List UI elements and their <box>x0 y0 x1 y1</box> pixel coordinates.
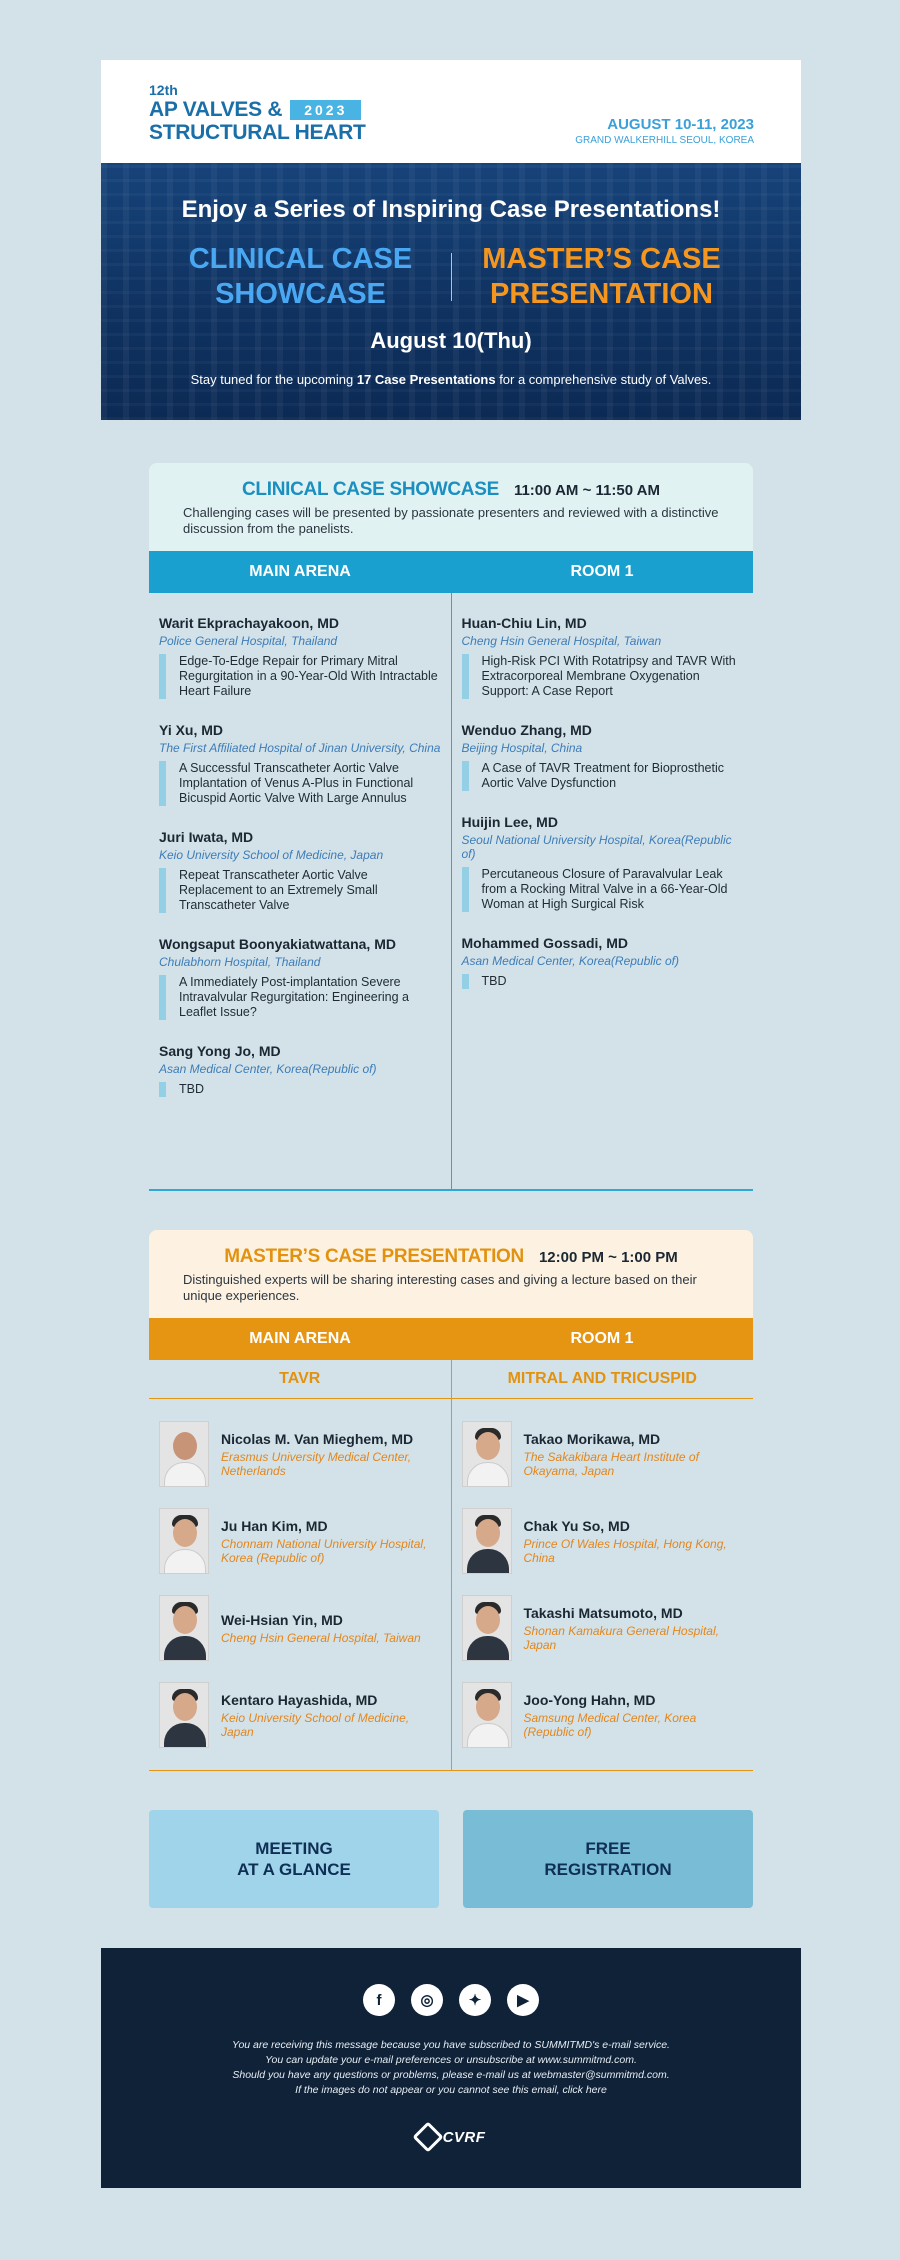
speaker-item <box>462 1680 744 1750</box>
master-case-columns <box>149 1399 753 1771</box>
master-case-section <box>149 1230 753 1771</box>
hero-titles <box>101 242 801 312</box>
event-info <box>575 116 754 146</box>
master-main-arena-list <box>149 1399 452 1770</box>
hero-date: August 10(Thu) <box>370 328 532 353</box>
presenter-hospital: Asan Medical Center, Korea(Republic of) <box>461 954 679 968</box>
speaker-item <box>159 1419 441 1489</box>
instagram-icon[interactable]: ◎ <box>411 1984 443 2016</box>
presentation-title: TBD <box>159 1082 441 1097</box>
cvrf-logo[interactable] <box>101 2126 801 2148</box>
email-header <box>101 60 801 163</box>
presentation-item <box>462 615 744 699</box>
clinical-tab-main-arena: MAIN ARENA <box>249 563 351 580</box>
speaker-photo <box>159 1595 209 1661</box>
legal-line-4[interactable]: If the images do not appear or you cannot see this email, click here <box>295 2084 607 2096</box>
hero-subtext-suffix: for a comprehensive study of Valves. <box>499 372 712 387</box>
speaker-name: Ju Han Kim, MD <box>221 1517 328 1534</box>
meeting-at-a-glance-line2: AT A GLANCE <box>237 1860 351 1879</box>
speaker-item <box>462 1419 744 1489</box>
speaker-photo <box>462 1421 512 1487</box>
clinical-case-columns <box>149 593 753 1191</box>
master-case-title: MASTER’S CASE PRESENTATION <box>224 1246 524 1267</box>
legal-line-3[interactable]: Should you have any questions or problems, please e-mail us at webmaster@summitmd.com. <box>232 2069 670 2081</box>
speaker-item <box>159 1506 441 1576</box>
clinical-room1-list <box>452 593 754 1189</box>
twitter-icon[interactable]: ✦ <box>459 1984 491 2016</box>
speaker-photo <box>159 1508 209 1574</box>
free-registration-button[interactable] <box>463 1810 753 1908</box>
youtube-icon[interactable]: ▶ <box>507 1984 539 2016</box>
presenter-name: Huijin Lee, MD <box>461 814 558 830</box>
clinical-case-header <box>149 463 753 551</box>
presentation-item <box>462 935 744 989</box>
hero-subtext <box>101 372 801 387</box>
topic-tavr: TAVR <box>149 1360 452 1398</box>
presenter-hospital: Police General Hospital, Thailand <box>159 634 338 648</box>
clinical-main-arena-list <box>149 593 452 1189</box>
presentation-title: A Immediately Post-implantation Severe Intravalvular Regurgitation: Engineering a Leaflet Issue? <box>159 975 441 1020</box>
presenter-hospital: Keio University School of Medicine, Japan <box>159 848 384 862</box>
speaker-item <box>159 1593 441 1663</box>
presentation-title: Repeat Transcatheter Aortic Valve Replacement to an Extremely Small Transcatheter Valve <box>159 868 441 913</box>
free-registration-line2: REGISTRATION <box>544 1860 672 1879</box>
cta-buttons <box>149 1810 753 1908</box>
event-venue: GRAND WALKERHILL SEOUL, KOREA <box>575 135 754 146</box>
hero-subtext-bold: 17 Case Presentations <box>356 372 496 387</box>
hero-title-clinical-line1: CLINICAL CASE <box>188 243 413 275</box>
speaker-hospital: Erasmus University Medical Center, Netherlands <box>221 1449 412 1478</box>
presenter-hospital: Cheng Hsin General Hospital, Taiwan <box>461 634 662 648</box>
presenter-name: Wongsaput Boonyakiatwattana, MD <box>159 936 396 952</box>
master-room1-list <box>452 1399 754 1770</box>
presenter-name: Sang Yong Jo, MD <box>159 1043 281 1059</box>
presentation-item <box>462 814 744 912</box>
speaker-name: Takashi Matsumoto, MD <box>523 1604 683 1621</box>
master-case-topics <box>149 1360 753 1399</box>
cvrf-logo-text: CVRF <box>442 2128 486 2146</box>
presentation-title: TBD <box>462 974 744 989</box>
presenter-hospital: Asan Medical Center, Korea(Republic of) <box>159 1062 377 1076</box>
master-case-description: Distinguished experts will be sharing interesting cases and giving a lecture based on their unique experiences. <box>183 1272 697 1303</box>
speaker-hospital: Prince Of Wales Hospital, Hong Kong, China <box>523 1536 727 1565</box>
clinical-tab-room1: ROOM 1 <box>570 563 634 580</box>
master-case-tabs <box>149 1318 753 1360</box>
speaker-hospital: Keio University School of Medicine, Japan <box>221 1710 410 1739</box>
clinical-case-time: 11:00 AM ~ 11:50 AM <box>513 482 660 499</box>
hero-divider <box>451 253 452 301</box>
speaker-hospital: Samsung Medical Center, Korea (Republic of) <box>523 1710 697 1739</box>
event-dates: AUGUST 10-11, 2023 <box>607 116 754 133</box>
hero-title-clinical <box>156 242 446 312</box>
speaker-name: Nicolas M. Van Mieghem, MD <box>221 1430 414 1447</box>
event-logo[interactable] <box>149 82 365 144</box>
presenter-name: Wenduo Zhang, MD <box>461 722 592 738</box>
speaker-name: Chak Yu So, MD <box>523 1517 630 1534</box>
speaker-name: Takao Morikawa, MD <box>523 1430 661 1447</box>
logo-edition: 12th <box>149 82 178 98</box>
hero-tagline: Enjoy a Series of Inspiring Case Presentations! <box>181 196 721 223</box>
legal-line-2[interactable]: You can update your e-mail preferences or unsubscribe at www.summitmd.com. <box>265 2054 637 2066</box>
clinical-case-tabs <box>149 551 753 593</box>
speaker-photo <box>462 1595 512 1661</box>
presentation-item <box>462 722 744 791</box>
clinical-case-section <box>149 463 753 1191</box>
presentation-title: High-Risk PCI With Rotatripsy and TAVR With Extracorporeal Membrane Oxygenation Support: A Case Report <box>462 654 744 699</box>
presenter-name: Huan-Chiu Lin, MD <box>461 615 587 631</box>
social-links <box>101 1984 801 2016</box>
speaker-hospital: Cheng Hsin General Hospital, Taiwan <box>221 1630 421 1645</box>
logo-year-badge: 2023 <box>290 100 361 120</box>
master-case-time: 12:00 PM ~ 1:00 PM <box>538 1249 678 1266</box>
presenter-name: Warit Ekprachayakoon, MD <box>159 615 339 631</box>
presentation-item <box>159 722 441 806</box>
hero-banner <box>101 163 801 420</box>
speaker-hospital: Shonan Kamakura General Hospital, Japan <box>523 1623 719 1652</box>
speaker-name: Kentaro Hayashida, MD <box>221 1691 378 1708</box>
speaker-name: Joo-Yong Hahn, MD <box>523 1691 656 1708</box>
presentation-item <box>159 1043 441 1097</box>
presentation-title: A Successful Transcatheter Aortic Valve Implantation of Venus A-Plus in Functional Bicuspid Aortic Valve With Large Annulus <box>159 761 441 806</box>
hero-title-master-line2: PRESENTATION <box>490 278 713 310</box>
speaker-item <box>462 1593 744 1663</box>
speaker-hospital: Chonnam National University Hospital, Korea (Republic of) <box>221 1536 427 1565</box>
legal-line-1: You are receiving this message because you have subscribed to SUMMITMD's e-mail service. <box>232 2039 670 2051</box>
facebook-icon[interactable]: f <box>363 1984 395 2016</box>
master-tab-main-arena: MAIN ARENA <box>249 1330 351 1347</box>
speaker-photo <box>159 1682 209 1748</box>
speaker-photo <box>462 1682 512 1748</box>
presenter-hospital: Chulabhorn Hospital, Thailand <box>159 955 321 969</box>
speaker-photo <box>159 1421 209 1487</box>
master-case-header <box>149 1230 753 1318</box>
email-footer <box>101 1948 801 2188</box>
cvrf-mark-icon <box>412 2121 443 2152</box>
legal-text <box>101 2038 801 2098</box>
speaker-item <box>462 1506 744 1576</box>
presentation-title: Percutaneous Closure of Paravalvular Leak from a Rocking Mitral Valve in a 66-Year-Old Woman at High Surgical Risk <box>462 867 744 912</box>
presentation-item <box>159 615 441 699</box>
presenter-name: Yi Xu, MD <box>159 722 224 738</box>
meeting-at-a-glance-button[interactable] <box>149 1810 439 1908</box>
hero-subtext-prefix: Stay tuned for the upcoming <box>190 372 354 387</box>
clinical-case-description: Challenging cases will be presented by passionate presenters and reviewed with a distinctive discussion from the panelists. <box>183 505 719 536</box>
topic-mitral-tricuspid: MITRAL AND TRICUSPID <box>507 1370 697 1387</box>
presenter-name: Juri Iwata, MD <box>159 829 254 845</box>
hero-title-master <box>457 242 747 312</box>
presentation-title: Edge-To-Edge Repair for Primary Mitral Regurgitation in a 90-Year-Old With Intractable Heart Failure <box>159 654 441 699</box>
presenter-hospital: The First Affiliated Hospital of Jinan University, China <box>159 741 441 755</box>
hero-title-master-line1: MASTER’S CASE <box>482 243 721 275</box>
speaker-photo <box>462 1508 512 1574</box>
presenter-hospital: Seoul National University Hospital, Korea(Republic of) <box>461 833 732 861</box>
presentation-item <box>159 936 441 1020</box>
master-tab-room1: ROOM 1 <box>570 1330 634 1347</box>
meeting-at-a-glance-line1: MEETING <box>255 1839 333 1858</box>
clinical-case-title: CLINICAL CASE SHOWCASE <box>242 479 499 500</box>
speaker-hospital: The Sakakibara Heart Institute of Okayama, Japan <box>523 1449 699 1478</box>
speaker-item <box>159 1680 441 1750</box>
hero-title-clinical-line2: SHOWCASE <box>215 278 386 310</box>
speaker-name: Wei-Hsian Yin, MD <box>221 1611 343 1628</box>
presentation-title: A Case of TAVR Treatment for Bioprosthetic Aortic Valve Dysfunction <box>462 761 744 791</box>
free-registration-line1: FREE <box>585 1839 631 1858</box>
presentation-item <box>159 829 441 913</box>
logo-line-1: AP VALVES & <box>149 98 283 121</box>
presenter-hospital: Beijing Hospital, China <box>461 741 583 755</box>
logo-line-2: STRUCTURAL HEART <box>149 121 366 144</box>
presenter-name: Mohammed Gossadi, MD <box>461 935 628 951</box>
email-container <box>101 60 801 2146</box>
